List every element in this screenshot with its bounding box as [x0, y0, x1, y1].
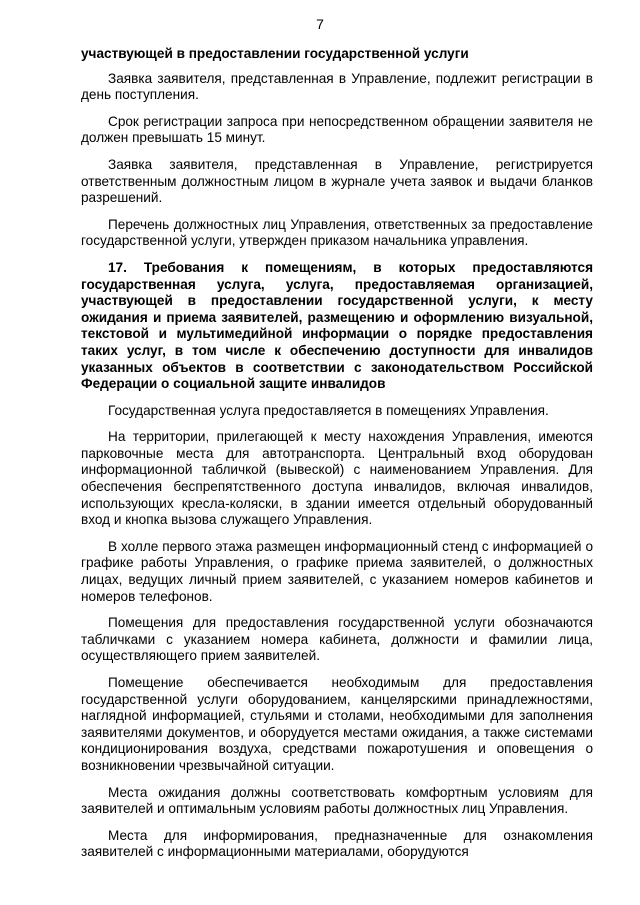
paragraph: Помещение обеспечивается необходимым для предоставления государственной услуги оборудованием, канцелярскими принадлежностями, наглядной информацией, стульями и столами, необходимыми для заполнения заявителями документов, и оборудуется местами ожидания, а также системами кондиционирования воздуха, средствами пожаротушения и оповещения о возникновении чрезвычайной ситуации.	[81, 675, 593, 773]
paragraph: Места для информирования, предназначенные для ознакомления заявителей с информационными материалами, оборудуются	[81, 827, 593, 860]
paragraph: Места ожидания должны соответствовать комфортным условиям для заявителей и оптимальным условиям работы должностных лиц Управления.	[81, 784, 593, 817]
document-body	[81, 46, 593, 871]
paragraph: Перечень должностных лиц Управления, ответственных за предоставление государственной услуги, утвержден приказом начальника управления.	[81, 216, 593, 249]
paragraph: В холле первого этажа размещен информационный стенд с информацией о графике работы Управления, о графике приема заявителей, о должностных лицах, ведущих личный прием заявителей, с указанием номеров кабинетов и номеров телефонов.	[81, 538, 593, 604]
paragraph: На территории, прилегающей к месту нахождения Управления, имеются парковочные места для автотранспорта. Центральный вход оборудован информационной табличкой (вывеской) с наименованием Управления. Для обеспечения беспрепятственного доступа инвалидов, включая инвалидов, использующих кресла-коляски, в здании имеется отдельный оборудованный вход и кнопка вызова служащего Управления.	[81, 429, 593, 528]
paragraph: Государственная услуга предоставляется в помещениях Управления.	[108, 402, 549, 418]
section-title-continuation: участвующей в предоставлении государственной услуги	[81, 46, 469, 61]
section-heading: 17. Требования к помещениям, в которых предоставляются государственная услуга, услуга, предоставляемая организацией, участвующей в предоставлении государственной услуги, к месту ожидания и приема заявителей, размещению и оформлению визуальной, текстовой и мультимедийной информации о порядке предоставления таких услуг, в том числе к обеспечению доступности для инвалидов указанных объектов в соответствии с законодательством Российской Федерации о социальной защите инвалидов	[81, 259, 593, 392]
paragraph: Помещения для предоставления государственной услуги обозначаются табличками с указанием номера кабинета, должности и фамилии лица, осуществляющего прием заявителей.	[81, 615, 593, 664]
paragraph: Заявка заявителя, представленная в Управление, регистрируется ответственным должностным лицом в журнале учета заявок и выдачи бланков разрешений.	[81, 156, 593, 206]
paragraph: Срок регистрации запроса при непосредственном обращении заявителя не должен превышать 15 минут.	[81, 113, 593, 146]
page-number: 7	[316, 16, 324, 32]
paragraph: Заявка заявителя, представленная в Управление, подлежит регистрации в день поступления.	[81, 70, 593, 103]
